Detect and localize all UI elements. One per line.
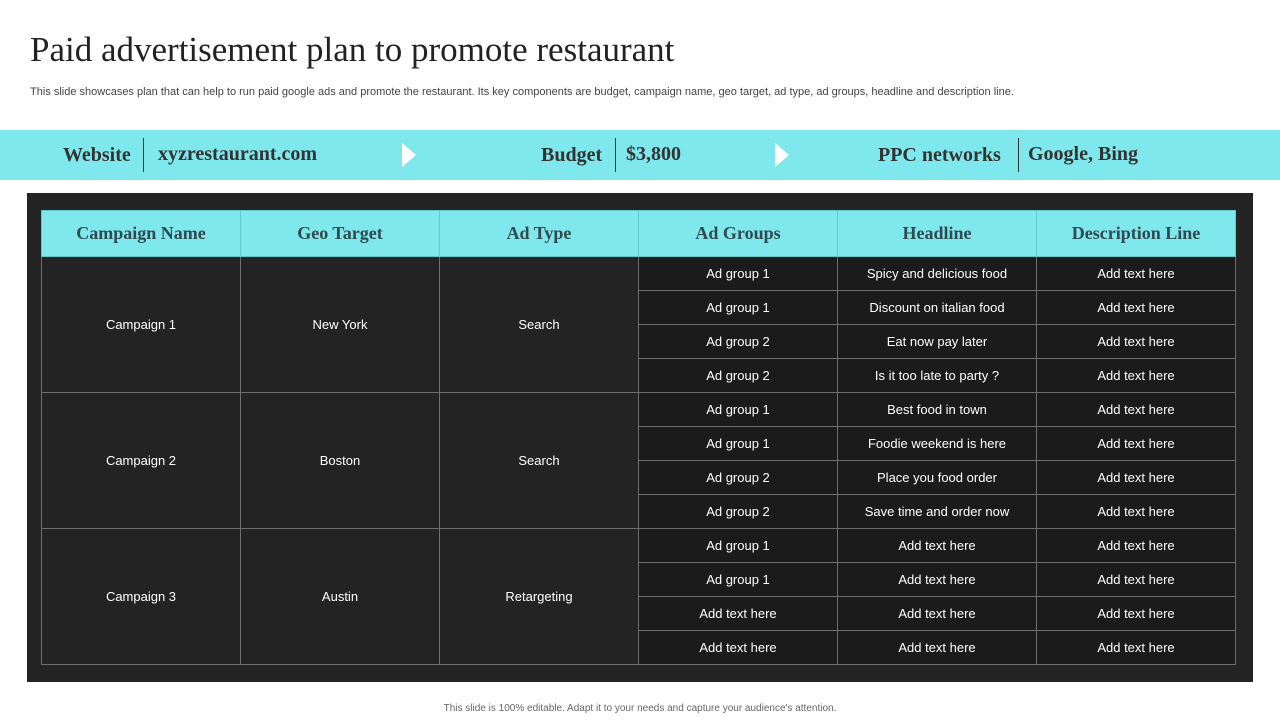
table-row xyxy=(42,257,1236,291)
page-title: Paid advertisement plan to promote restaurant xyxy=(30,30,675,69)
header-headline: Headline xyxy=(838,211,1037,257)
website-value: xyzrestaurant.com xyxy=(158,143,318,165)
ad-type-cell: Search xyxy=(440,257,639,393)
ad-group-cell: Ad group 1 xyxy=(639,291,838,325)
description-cell: Add text here xyxy=(1037,257,1236,291)
website-separator xyxy=(143,138,144,172)
description-cell: Add text here xyxy=(1037,563,1236,597)
description-cell: Add text here xyxy=(1037,597,1236,631)
headline-cell: Save time and order now xyxy=(838,495,1037,529)
footer-note: This slide is 100% editable. Adapt it to your needs and capture your audience's attention. xyxy=(443,703,837,714)
campaign-name-cell: Campaign 1 xyxy=(42,257,241,393)
campaign-table xyxy=(41,210,1236,665)
description-cell: Add text here xyxy=(1037,325,1236,359)
budget-separator xyxy=(615,138,616,172)
headline-cell: Discount on italian food xyxy=(838,291,1037,325)
headline-cell: Add text here xyxy=(838,597,1037,631)
headline-cell: Is it too late to party ? xyxy=(838,359,1037,393)
chevron-right-icon xyxy=(775,143,789,167)
description-cell: Add text here xyxy=(1037,291,1236,325)
description-cell: Add text here xyxy=(1037,427,1236,461)
header-campaign-name: Campaign Name xyxy=(42,211,241,257)
ad-group-cell: Ad group 1 xyxy=(639,563,838,597)
page-subtitle: This slide showcases plan that can help to run paid google ads and promote the restaurant. Its key components are budget, campaign name, geo target, ad type, ad groups, headline and description line. xyxy=(30,86,1014,98)
geo-target-cell: Austin xyxy=(241,529,440,665)
ad-type-cell: Search xyxy=(440,393,639,529)
ad-type-cell: Retargeting xyxy=(440,529,639,665)
ppc-value: Google, Bing xyxy=(1028,143,1139,165)
ad-group-cell: Ad group 2 xyxy=(639,359,838,393)
ad-group-cell: Add text here xyxy=(639,631,838,665)
geo-target-cell: New York xyxy=(241,257,440,393)
headline-cell: Best food in town xyxy=(838,393,1037,427)
headline-cell: Add text here xyxy=(838,563,1037,597)
header-description-line: Description Line xyxy=(1037,211,1236,257)
headline-cell: Add text here xyxy=(838,631,1037,665)
ad-group-cell: Ad group 2 xyxy=(639,495,838,529)
description-cell: Add text here xyxy=(1037,495,1236,529)
ad-group-cell: Ad group 1 xyxy=(639,427,838,461)
headline-cell: Eat now pay later xyxy=(838,325,1037,359)
table-row xyxy=(42,393,1236,427)
budget-label: Budget xyxy=(541,144,603,166)
headline-cell: Spicy and delicious food xyxy=(838,257,1037,291)
ppc-label: PPC networks xyxy=(878,144,1001,166)
description-cell: Add text here xyxy=(1037,359,1236,393)
ad-group-cell: Ad group 1 xyxy=(639,257,838,291)
headline-cell: Place you food order xyxy=(838,461,1037,495)
header-geo-target: Geo Target xyxy=(241,211,440,257)
table-row xyxy=(42,529,1236,563)
ad-group-cell: Ad group 1 xyxy=(639,529,838,563)
description-cell: Add text here xyxy=(1037,631,1236,665)
ad-group-cell: Ad group 2 xyxy=(639,461,838,495)
ad-group-cell: Ad group 2 xyxy=(639,325,838,359)
description-cell: Add text here xyxy=(1037,461,1236,495)
website-label: Website xyxy=(63,144,131,166)
geo-target-cell: Boston xyxy=(241,393,440,529)
info-band xyxy=(0,130,1280,180)
ppc-separator xyxy=(1018,138,1019,172)
table-header-row xyxy=(42,211,1236,257)
campaign-name-cell: Campaign 3 xyxy=(42,529,241,665)
headline-cell: Add text here xyxy=(838,529,1037,563)
ad-group-cell: Ad group 1 xyxy=(639,393,838,427)
budget-value: $3,800 xyxy=(626,143,681,165)
chevron-right-icon xyxy=(402,143,416,167)
headline-cell: Foodie weekend is here xyxy=(838,427,1037,461)
description-cell: Add text here xyxy=(1037,529,1236,563)
ad-group-cell: Add text here xyxy=(639,597,838,631)
header-ad-type: Ad Type xyxy=(440,211,639,257)
header-ad-groups: Ad Groups xyxy=(639,211,838,257)
campaign-name-cell: Campaign 2 xyxy=(42,393,241,529)
description-cell: Add text here xyxy=(1037,393,1236,427)
